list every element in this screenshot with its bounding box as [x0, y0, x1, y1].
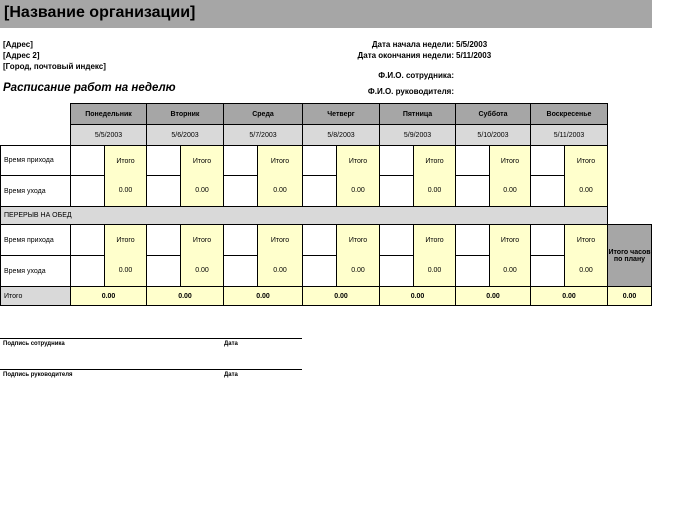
planned-hours-label: Итого часов по плану: [607, 224, 652, 287]
subtotal-value: 0.00: [413, 175, 456, 207]
day-total: 0.00: [146, 286, 224, 306]
day-header: Воскресенье: [530, 103, 608, 125]
subtotal-label: Итого: [180, 145, 224, 176]
day-total: 0.00: [223, 286, 303, 306]
subtotal-value: 0.00: [564, 255, 608, 287]
day-header: Суббота: [455, 103, 531, 125]
time-input-cell: [146, 145, 181, 176]
address-line1: [Адрес]: [3, 40, 33, 49]
week-end-value: 5/11/2003: [456, 51, 492, 60]
time-input-cell: [146, 255, 181, 287]
subtotal-label: Итого: [413, 224, 456, 256]
time-input-cell: [379, 224, 414, 256]
time-input-cell: [530, 145, 565, 176]
day-header: Вторник: [146, 103, 224, 125]
manager-signature-line: [0, 369, 302, 370]
subtotal-label: Итого: [104, 224, 147, 256]
time-input-cell: [455, 175, 490, 207]
subtotal-label: Итого: [336, 224, 380, 256]
subtotal-label: Итого: [564, 145, 608, 176]
day-header: Пятница: [379, 103, 456, 125]
row-label-arrival: Время прихода: [0, 145, 71, 176]
week-end-label: Дата окончания недели:: [357, 51, 454, 60]
employee-signature-label: Подпись сотрудника: [3, 341, 65, 347]
subtotal-value: 0.00: [413, 255, 456, 287]
week-start-label: Дата начала недели:: [371, 40, 454, 49]
day-total: 0.00: [530, 286, 608, 306]
subtotal-value: 0.00: [564, 175, 608, 207]
time-input-cell: [146, 175, 181, 207]
subtotal-value: 0.00: [489, 255, 531, 287]
address-line2: [Адрес 2]: [3, 51, 40, 60]
employee-signature-date-label: Дата: [224, 341, 238, 347]
subtotal-label: Итого: [489, 224, 531, 256]
day-date: 5/8/2003: [302, 124, 380, 146]
day-total: 0.00: [70, 286, 147, 306]
subtotal-value: 0.00: [257, 255, 303, 287]
day-total: 0.00: [455, 286, 531, 306]
day-total: 0.00: [302, 286, 380, 306]
schedule-title: Расписание работ на неделю: [3, 82, 176, 94]
day-date: 5/10/2003: [455, 124, 531, 146]
subtotal-value: 0.00: [104, 175, 147, 207]
subtotal-label: Итого: [257, 145, 303, 176]
subtotal-value: 0.00: [336, 175, 380, 207]
planned-hours-value: 0.00: [607, 286, 652, 306]
time-input-cell: [379, 145, 414, 176]
subtotal-label: Итого: [257, 224, 303, 256]
subtotal-label: Итого: [413, 145, 456, 176]
subtotal-label: Итого: [564, 224, 608, 256]
time-input-cell: [379, 255, 414, 287]
address-city: [Город, почтовый индекс]: [3, 62, 106, 71]
subtotal-value: 0.00: [180, 175, 224, 207]
day-header: Понедельник: [70, 103, 147, 125]
subtotal-label: Итого: [336, 145, 380, 176]
time-input-cell: [223, 255, 258, 287]
subtotal-label: Итого: [180, 224, 224, 256]
time-input-cell: [223, 175, 258, 207]
time-input-cell: [302, 224, 337, 256]
subtotal-label: Итого: [489, 145, 531, 176]
time-input-cell: [530, 175, 565, 207]
subtotal-value: 0.00: [336, 255, 380, 287]
time-input-cell: [530, 255, 565, 287]
employee-signature-line: [0, 338, 302, 339]
day-total: 0.00: [379, 286, 456, 306]
manager-signature-date-label: Дата: [224, 372, 238, 378]
employee-name-label: Ф.И.О. сотрудника:: [378, 71, 454, 80]
time-input-cell: [302, 145, 337, 176]
time-input-cell: [302, 175, 337, 207]
time-input-cell: [455, 224, 490, 256]
day-date: 5/6/2003: [146, 124, 224, 146]
time-input-cell: [146, 224, 181, 256]
time-input-cell: [70, 224, 105, 256]
day-date: 5/5/2003: [70, 124, 147, 146]
day-date: 5/9/2003: [379, 124, 456, 146]
subtotal-label: Итого: [104, 145, 147, 176]
day-date: 5/7/2003: [223, 124, 303, 146]
subtotal-value: 0.00: [257, 175, 303, 207]
time-input-cell: [455, 255, 490, 287]
time-input-cell: [530, 224, 565, 256]
row-label-departure: Время ухода: [0, 175, 71, 207]
manager-signature-label: Подпись руководителя: [3, 372, 73, 378]
day-date: 5/11/2003: [530, 124, 608, 146]
time-input-cell: [70, 145, 105, 176]
time-input-cell: [70, 175, 105, 207]
time-input-cell: [223, 224, 258, 256]
row-label-departure: Время ухода: [0, 255, 71, 287]
subtotal-value: 0.00: [489, 175, 531, 207]
manager-name-label: Ф.И.О. руководителя:: [367, 87, 454, 96]
subtotal-value: 0.00: [180, 255, 224, 287]
time-input-cell: [223, 145, 258, 176]
time-input-cell: [455, 145, 490, 176]
org-name: [Название организации]: [4, 4, 196, 21]
time-input-cell: [379, 175, 414, 207]
org-banner: [0, 0, 652, 28]
time-input-cell: [302, 255, 337, 287]
row-label-total: Итого: [0, 286, 71, 306]
subtotal-value: 0.00: [104, 255, 147, 287]
day-header: Среда: [223, 103, 303, 125]
time-input-cell: [70, 255, 105, 287]
row-label-arrival: Время прихода: [0, 224, 71, 256]
week-start-value: 5/5/2003: [456, 40, 488, 49]
day-header: Четверг: [302, 103, 380, 125]
lunch-break-row: ПЕРЕРЫВ НА ОБЕД: [0, 206, 608, 225]
